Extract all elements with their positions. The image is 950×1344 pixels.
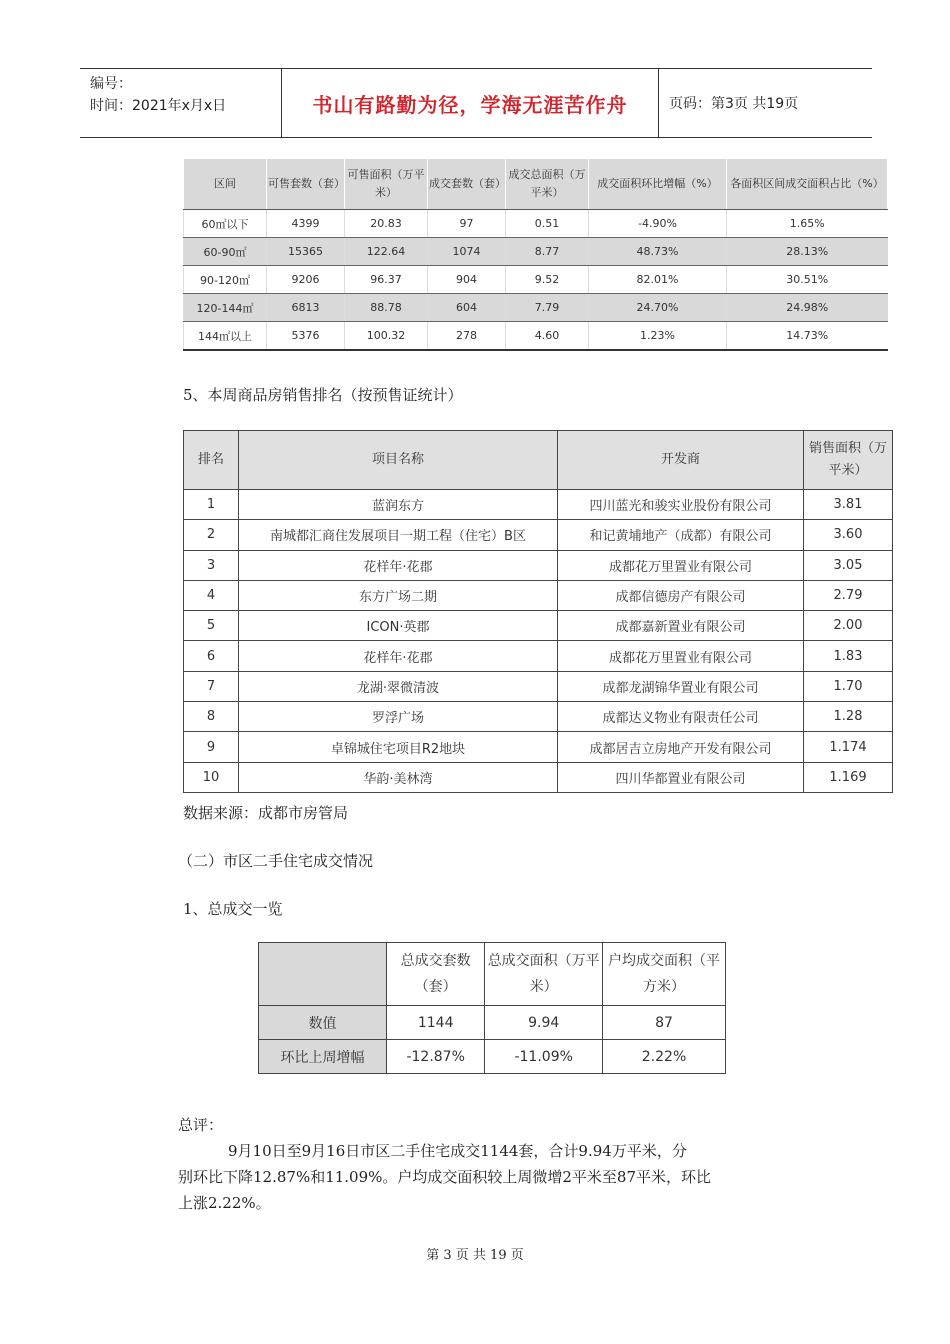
summary-line: 9月10日至9月16日市区二手住宅成交1144套，合计9.94万平米，分 bbox=[228, 1142, 687, 1160]
table-cell: 2.00 bbox=[804, 611, 893, 641]
table-row bbox=[184, 490, 893, 520]
table-row bbox=[259, 1040, 726, 1074]
secondhand-summary-table bbox=[258, 942, 726, 1074]
table-cell: 100.32 bbox=[345, 322, 428, 351]
table-row bbox=[184, 520, 893, 550]
table-cell: 4399 bbox=[267, 210, 345, 238]
table-cell: 20.83 bbox=[345, 210, 428, 238]
table-cell: 120-144㎡ bbox=[184, 294, 267, 322]
area-segment-table bbox=[183, 158, 888, 351]
table-cell: 2 bbox=[184, 520, 239, 550]
table-cell: 24.70% bbox=[589, 294, 727, 322]
page-header bbox=[80, 68, 872, 138]
table-cell: 1.174 bbox=[804, 732, 893, 762]
table-row bbox=[184, 611, 893, 641]
section-heading: 5、本周商品房销售排名（按预售证统计） bbox=[183, 386, 463, 404]
column-header: 区间 bbox=[184, 159, 267, 210]
table-cell: 28.13% bbox=[727, 238, 888, 266]
table-cell: 华韵·美林湾 bbox=[239, 762, 558, 792]
column-header: 成交套数（套） bbox=[428, 159, 506, 210]
table-cell: 1.169 bbox=[804, 762, 893, 792]
table-cell: 1074 bbox=[428, 238, 506, 266]
column-header: 成交总面积（万平米） bbox=[506, 159, 589, 210]
section-heading: （二）市区二手住宅成交情况 bbox=[178, 852, 374, 870]
table-cell: 10 bbox=[184, 762, 239, 792]
column-header: 可售面积（万平米） bbox=[345, 159, 428, 210]
table-cell: 87 bbox=[603, 1006, 726, 1040]
column-header: 销售面积（万平米） bbox=[804, 431, 893, 490]
table-cell: 88.78 bbox=[345, 294, 428, 322]
table-cell: 成都居吉立房地产开发有限公司 bbox=[558, 732, 804, 762]
table-cell: 罗浮广场 bbox=[239, 702, 558, 732]
table-cell: 3.60 bbox=[804, 520, 893, 550]
column-header: 可售套数（套） bbox=[267, 159, 345, 210]
table-cell: 9.52 bbox=[506, 266, 589, 294]
table-cell: 2.22% bbox=[603, 1040, 726, 1074]
table-cell: 1.70 bbox=[804, 671, 893, 701]
table-cell: -12.87% bbox=[387, 1040, 485, 1074]
table-cell: 蓝润东方 bbox=[239, 490, 558, 520]
table-header-row bbox=[259, 943, 726, 1006]
table-row bbox=[184, 702, 893, 732]
column-header: 总成交套数（套） bbox=[387, 943, 485, 1006]
table-cell: 14.73% bbox=[727, 322, 888, 351]
table-cell: 1144 bbox=[387, 1006, 485, 1040]
table-row bbox=[184, 266, 888, 294]
table-cell: 南城都汇商住发展项目一期工程（住宅）B区 bbox=[239, 520, 558, 550]
table-cell: 花样年·花郡 bbox=[239, 550, 558, 580]
table-cell: 成都花万里置业有限公司 bbox=[558, 641, 804, 671]
table-cell: 8.77 bbox=[506, 238, 589, 266]
sales-ranking-table bbox=[183, 430, 893, 793]
table-cell: 15365 bbox=[267, 238, 345, 266]
table-cell: 1.28 bbox=[804, 702, 893, 732]
table-cell: 东方广场二期 bbox=[239, 580, 558, 610]
table-header-row bbox=[184, 159, 888, 210]
table-cell: 82.01% bbox=[589, 266, 727, 294]
table-cell: 9.94 bbox=[485, 1006, 603, 1040]
column-header: 总成交面积（万平米） bbox=[485, 943, 603, 1006]
document-time: 时间：2021年x月x日 bbox=[90, 98, 227, 114]
table-row bbox=[184, 322, 888, 351]
row-header: 数值 bbox=[259, 1006, 387, 1040]
table-cell: 904 bbox=[428, 266, 506, 294]
table-cell: 3.81 bbox=[804, 490, 893, 520]
column-header: 成交面积环比增幅（%） bbox=[589, 159, 727, 210]
page-footer: 第 3 页 共 19 页 bbox=[426, 1248, 524, 1263]
table-cell: 5376 bbox=[267, 322, 345, 351]
table-row bbox=[184, 294, 888, 322]
table-cell: 9206 bbox=[267, 266, 345, 294]
table-row bbox=[259, 1006, 726, 1040]
table-cell: 122.64 bbox=[345, 238, 428, 266]
table-row bbox=[184, 641, 893, 671]
column-header: 项目名称 bbox=[239, 431, 558, 490]
summary-label: 总评： bbox=[178, 1116, 224, 1134]
table-cell: 成都嘉新置业有限公司 bbox=[558, 611, 804, 641]
table-cell: 278 bbox=[428, 322, 506, 351]
table-cell: 1.23% bbox=[589, 322, 727, 351]
table-cell: 1.65% bbox=[727, 210, 888, 238]
table-cell: 144㎡以上 bbox=[184, 322, 267, 351]
table-cell: 和记黄埔地产（成都）有限公司 bbox=[558, 520, 804, 550]
table-row bbox=[184, 580, 893, 610]
row-header: 环比上周增幅 bbox=[259, 1040, 387, 1074]
column-header: 开发商 bbox=[558, 431, 804, 490]
table-cell: 60㎡以下 bbox=[184, 210, 267, 238]
table-cell: 30.51% bbox=[727, 266, 888, 294]
table-cell: 7.79 bbox=[506, 294, 589, 322]
column-header: 排名 bbox=[184, 431, 239, 490]
table-cell: -11.09% bbox=[485, 1040, 603, 1074]
table-cell: 成都花万里置业有限公司 bbox=[558, 550, 804, 580]
table-cell: 6 bbox=[184, 641, 239, 671]
table-cell: 6813 bbox=[267, 294, 345, 322]
table-row bbox=[184, 550, 893, 580]
table-cell: 8 bbox=[184, 702, 239, 732]
column-header bbox=[259, 943, 387, 1006]
header-meta bbox=[80, 69, 282, 137]
table-cell: 97 bbox=[428, 210, 506, 238]
table-cell: 四川蓝光和骏实业股份有限公司 bbox=[558, 490, 804, 520]
table-cell: 成都信德房产有限公司 bbox=[558, 580, 804, 610]
table-cell: -4.90% bbox=[589, 210, 727, 238]
table-cell: 成都龙湖锦华置业有限公司 bbox=[558, 671, 804, 701]
table-cell: 4 bbox=[184, 580, 239, 610]
table-cell: 1.83 bbox=[804, 641, 893, 671]
table-cell: 96.37 bbox=[345, 266, 428, 294]
table-cell: 1 bbox=[184, 490, 239, 520]
data-source-note: 数据来源：成都市房管局 bbox=[183, 804, 349, 822]
table-cell: 卓锦城住宅项目R2地块 bbox=[239, 732, 558, 762]
table-cell: 2.79 bbox=[804, 580, 893, 610]
table-cell: 60-90㎡ bbox=[184, 238, 267, 266]
table-cell: 3.05 bbox=[804, 550, 893, 580]
table-row bbox=[184, 762, 893, 792]
table-cell: 四川华都置业有限公司 bbox=[558, 762, 804, 792]
table-cell: 花样年·花郡 bbox=[239, 641, 558, 671]
table-cell: 5 bbox=[184, 611, 239, 641]
table-cell: 9 bbox=[184, 732, 239, 762]
table-cell: 0.51 bbox=[506, 210, 589, 238]
table-cell: 90-120㎡ bbox=[184, 266, 267, 294]
table-row bbox=[184, 732, 893, 762]
table-cell: 604 bbox=[428, 294, 506, 322]
document-number: 编号： bbox=[90, 76, 132, 92]
header-motto: 书山有路勤为径，学海无涯苦作舟 bbox=[282, 69, 659, 137]
table-cell: 7 bbox=[184, 671, 239, 701]
table-cell: 24.98% bbox=[727, 294, 888, 322]
column-header: 户均成交面积（平方米） bbox=[603, 943, 726, 1006]
table-row bbox=[184, 238, 888, 266]
table-cell: ICON·英郡 bbox=[239, 611, 558, 641]
section-heading: 1、总成交一览 bbox=[183, 900, 283, 918]
table-row bbox=[184, 671, 893, 701]
table-header-row bbox=[184, 431, 893, 490]
table-cell: 48.73% bbox=[589, 238, 727, 266]
summary-line: 上涨2.22%。 bbox=[178, 1194, 271, 1212]
table-cell: 成都达义物业有限责任公司 bbox=[558, 702, 804, 732]
table-cell: 3 bbox=[184, 550, 239, 580]
table-row bbox=[184, 210, 888, 238]
table-cell: 4.60 bbox=[506, 322, 589, 351]
summary-line: 别环比下降12.87%和11.09%。户均成交面积较上周微增2平米至87平米，环比 bbox=[178, 1168, 712, 1186]
table-cell: 龙湖·翠微清波 bbox=[239, 671, 558, 701]
column-header: 各面积区间成交面积占比（%） bbox=[727, 159, 888, 210]
header-page-number: 页码：第3页 共19页 bbox=[669, 96, 799, 112]
